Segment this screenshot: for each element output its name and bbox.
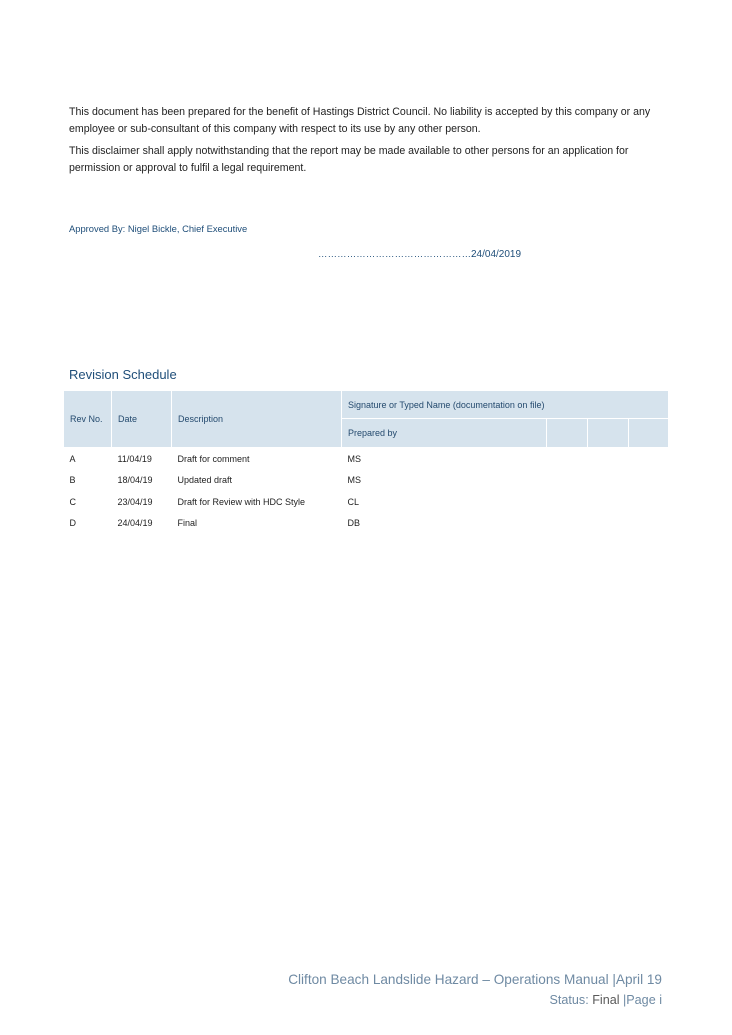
- signature-line: ………………………………………….: [318, 248, 475, 259]
- cell-rev: B: [69, 475, 76, 486]
- footer-document-title: Clifton Beach Landslide Hazard – Operations Manual: [288, 972, 609, 987]
- header-empty-2: [588, 419, 629, 448]
- header-rev-no: Rev No.: [64, 391, 112, 448]
- cell-description: Draft for Review with HDC Style: [177, 496, 306, 507]
- cell-date: 18/04/19: [117, 475, 153, 486]
- table-row: [64, 448, 669, 470]
- revision-schedule-title: Revision Schedule: [69, 367, 177, 382]
- table-row: [64, 470, 669, 492]
- cell-rev: A: [69, 453, 76, 464]
- footer-status-value: Final: [592, 993, 620, 1007]
- table-row: [64, 491, 669, 513]
- header-prepared-by: Prepared by: [342, 419, 547, 448]
- cell-date: 23/04/19: [117, 496, 153, 507]
- cell-prepared-by: DB: [347, 518, 361, 529]
- header-empty-1: [547, 419, 588, 448]
- cell-rev: D: [69, 518, 76, 529]
- footer-separator: |: [612, 972, 616, 987]
- cell-prepared-by: MS: [347, 453, 361, 464]
- header-date: Date: [112, 391, 172, 448]
- cell-description: Updated draft: [177, 475, 233, 486]
- header-empty-3: [629, 419, 669, 448]
- approved-by: Approved By: Nigel Bickle, Chief Executive: [69, 223, 248, 234]
- cell-description: Draft for comment: [177, 453, 250, 464]
- page-footer: [288, 971, 662, 1009]
- header-description: Description: [172, 391, 342, 448]
- cell-prepared-by: CL: [347, 496, 360, 507]
- disclaimer-paragraph-1: This document has been prepared for the benefit of Hastings District Council. No liability is accepted by this company or any employee or sub-consultant of this company with respect to its use by any other person.: [69, 106, 651, 135]
- footer-separator-2: |: [623, 993, 627, 1007]
- disclaimer-paragraph-2: This disclaimer shall apply notwithstanding that the report may be made available to other persons for an application for permission or approval to fulfil a legal requirement.: [69, 145, 629, 174]
- signature-date: 24/04/2019: [471, 249, 522, 260]
- cell-date: 11/04/19: [117, 453, 152, 464]
- table-header-row: [64, 391, 669, 419]
- cell-description: Final: [177, 518, 198, 529]
- cell-rev: C: [69, 496, 76, 507]
- cell-prepared-by: MS: [347, 475, 361, 486]
- footer-date: April 19: [615, 972, 662, 987]
- header-signature-group: Signature or Typed Name (documentation on file): [342, 391, 669, 419]
- footer-page-label: Page i: [626, 993, 662, 1007]
- footer-status-label: Status:: [549, 993, 589, 1007]
- table-row: [64, 513, 669, 535]
- revision-schedule-table: [63, 390, 669, 534]
- disclaimer: [69, 104, 679, 182]
- cell-date: 24/04/19: [117, 518, 153, 529]
